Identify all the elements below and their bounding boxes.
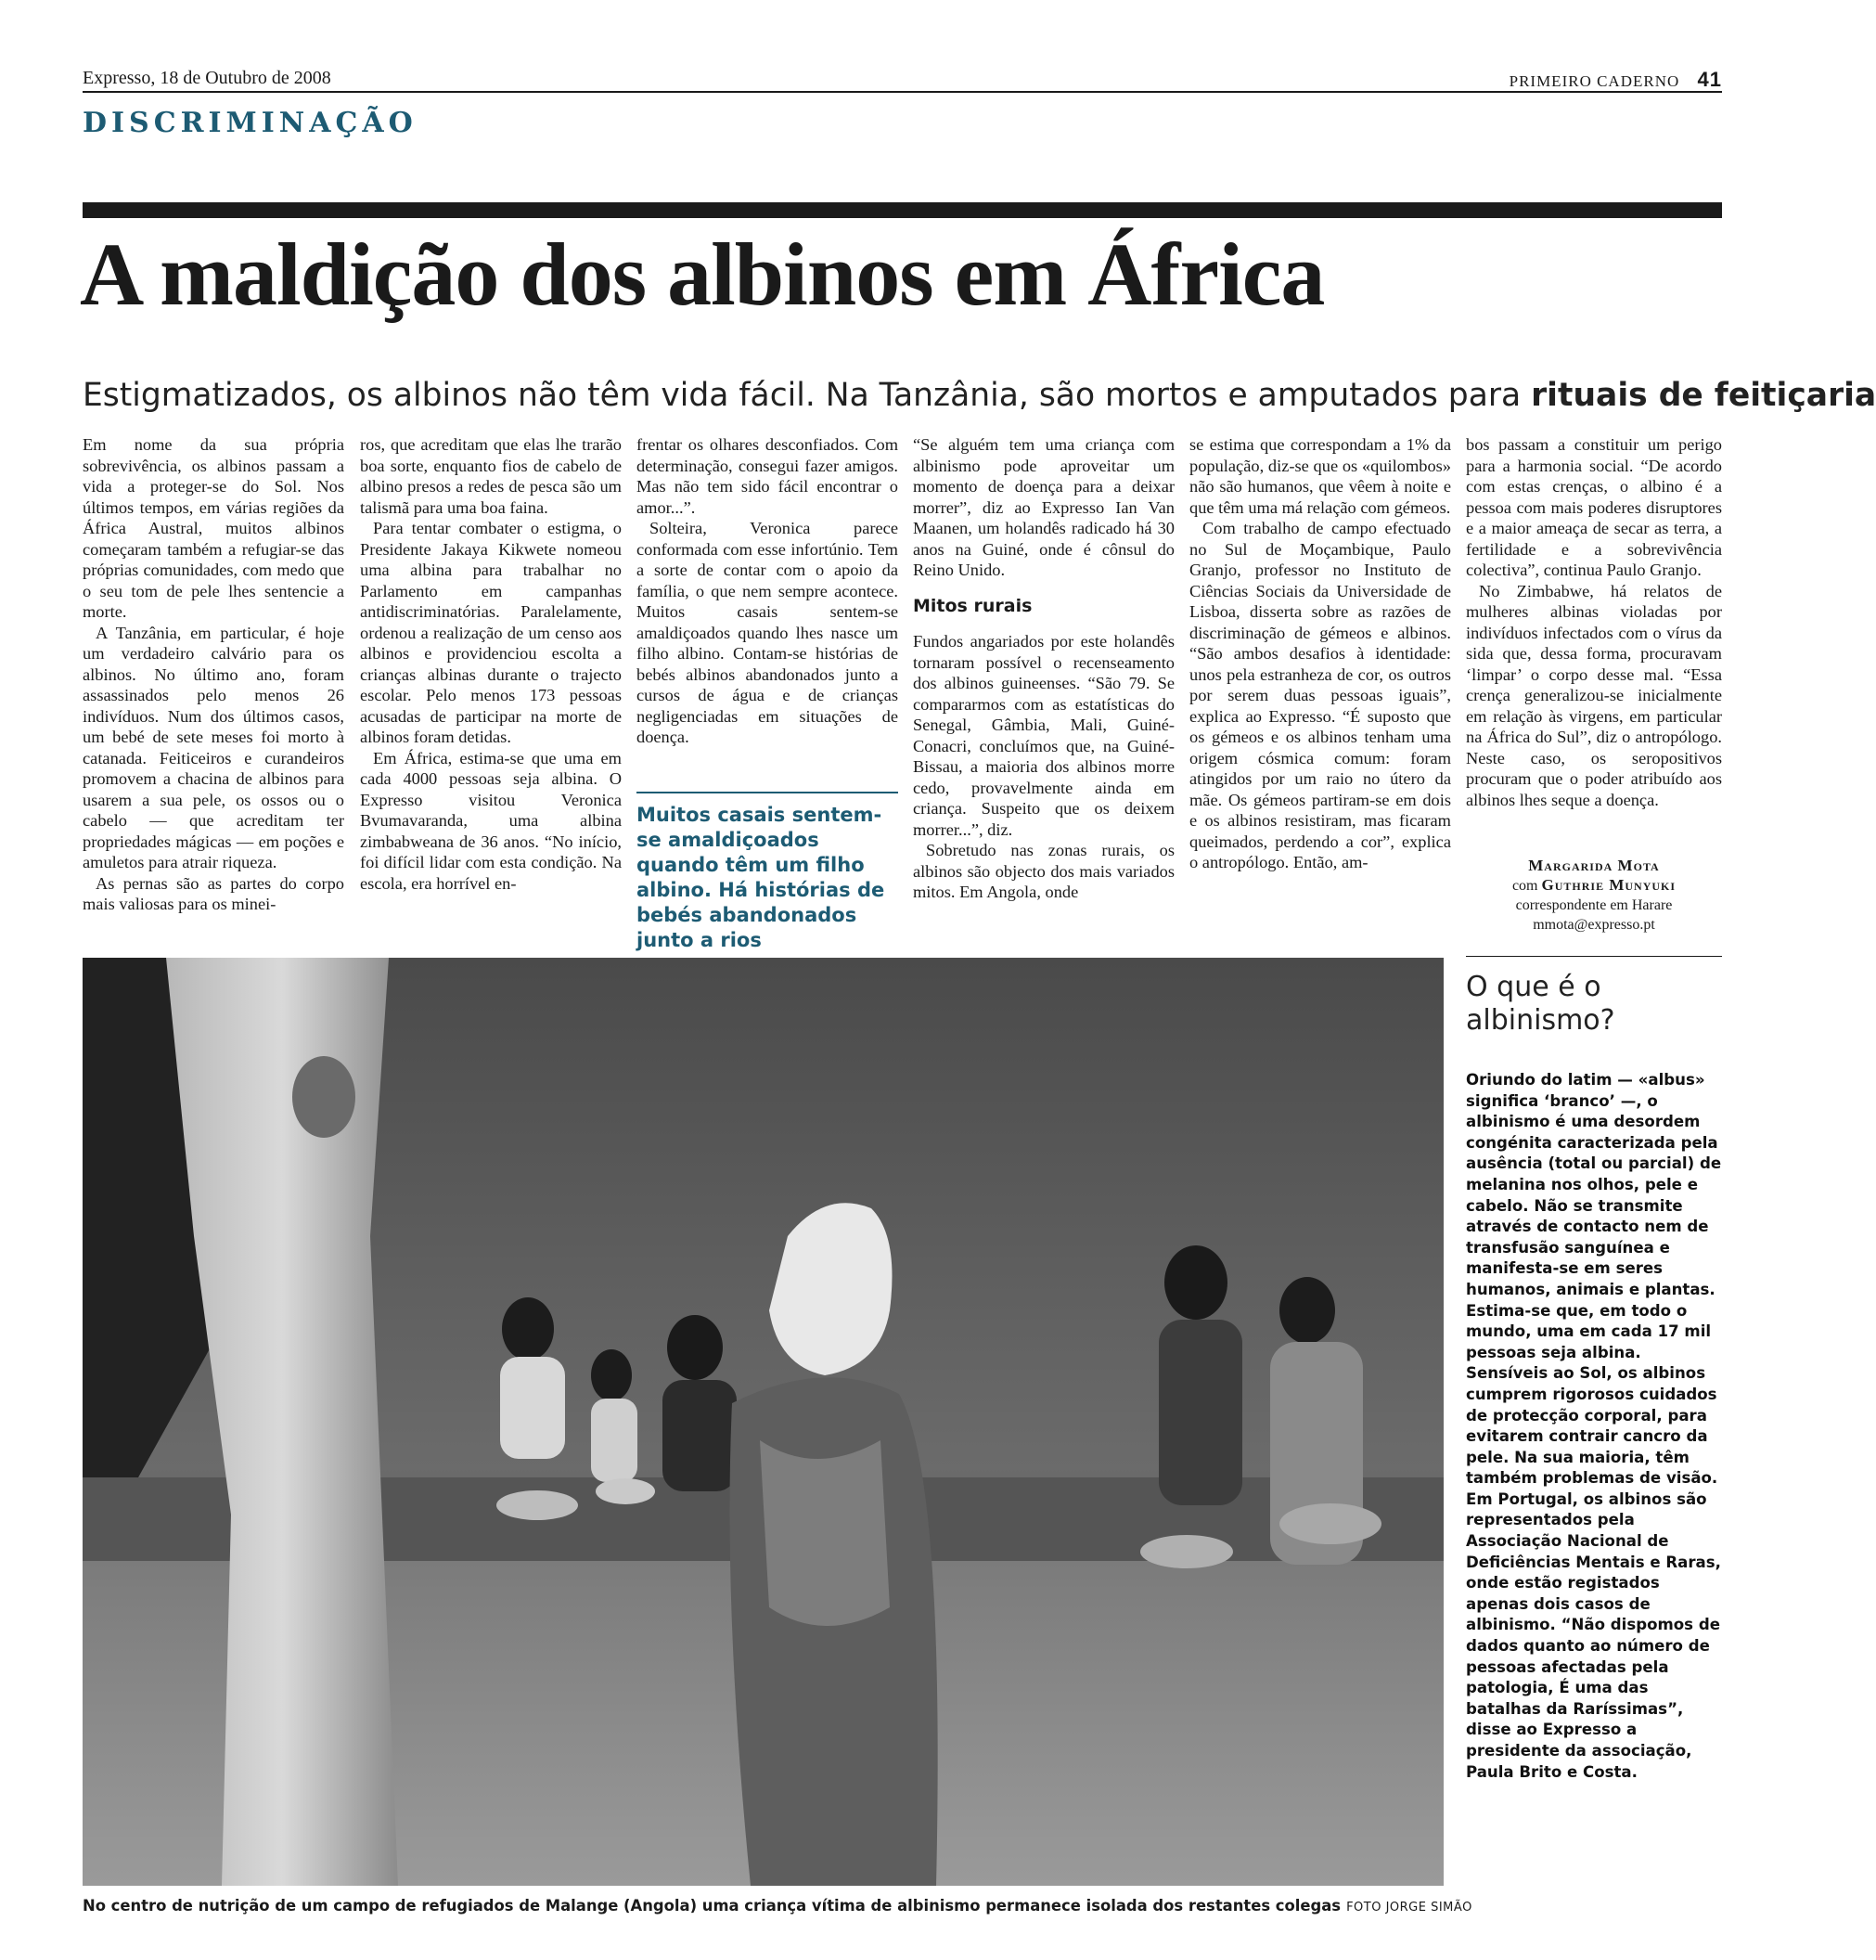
sidebar-title: O que é o albinismo? bbox=[1466, 971, 1615, 1037]
paragraph: frentar os olhares desconfiados. Com determinação, consegui fazer amigos. Mas não tem sido fácil encontrar o amor...”. bbox=[636, 435, 898, 517]
paragraph: ros, que acreditam que elas lhe trarão boa sorte, enquanto fios de cabelo de albino presos a redes de pesca são um talismã para uma boa faina. bbox=[360, 435, 622, 517]
caption-text: No centro de nutrição de um campo de refugiados de Malange (Angola) uma criança vítima de albinismo permanece isolada dos restantes colegas bbox=[83, 1897, 1342, 1915]
publication-date: Expresso, 18 de Outubro de 2008 bbox=[83, 68, 331, 88]
paragraph: bos passam a constituir um perigo para a harmonia social. “De acordo com estas crenças, o albino é a pessoa com mais poderes disruptores e a maior ameaça de secar as terra, a fertilidade e a sobrevivência colectiva”, continua Paulo Granjo. bbox=[1466, 435, 1722, 579]
byline bbox=[1466, 856, 1722, 935]
sidebar-rule bbox=[1466, 956, 1722, 957]
article-column-5 bbox=[1189, 434, 1451, 873]
paragraph: Para tentar combater o estigma, o Presidente Jakaya Kikwete nomeou uma albina para trabalhar no Parlamento em campanhas antidiscriminatórias. Paralelamente, ordenou a realização de um censo aos albinos e providenciou escolta a crianças albinas durante o trajecto escolar. Pelo menos 173 pessoas acusadas de participar na morte de albinos foram detidas. bbox=[360, 519, 622, 746]
photo-caption bbox=[83, 1897, 1472, 1915]
paragraph: “Se alguém tem uma criança com albinismo pode aproveitar um momento de doença para a deixar morrer”, diz ao Expresso Ian Van Maanen, um holandês radicado há 30 anos na Guiné, onde é cônsul do Reino Unido. bbox=[913, 435, 1175, 579]
photo-illustration bbox=[83, 958, 1444, 1886]
page-number: 41 bbox=[1697, 68, 1722, 91]
section-label: PRIMEIRO CADERNO bbox=[1509, 72, 1680, 90]
article-column-6 bbox=[1466, 434, 1722, 810]
paragraph: Fundos angariados por este holandês tornaram possível o recenseamento dos albinos guineenses. “São 79. Se compararmos com as estatísticas do Senegal, Gâmbia, Mali, Guiné-Conacri, concluímos que, na Guiné-Bissau, a maioria dos albinos morre cedo, provavelmente ainda em criança. Suspeito que os deixem morrer...”, diz. bbox=[913, 632, 1175, 839]
paragraph: As pernas são as partes do corpo mais valiosas para os minei- bbox=[83, 873, 344, 913]
article-column-3 bbox=[636, 434, 898, 748]
headline: A maldição dos albinos em África bbox=[80, 225, 1325, 324]
article-column-2 bbox=[360, 434, 622, 894]
paragraph: Em nome da sua própria sobrevivência, os albinos passam a vida a proteger-se do Sol. Nos últimos tempos, em várias regiões da África Austral, muitos albinos começaram também a refugiar-se das próprias comunidades, com medo que o seu tom de pele lhes sentencie a morte. bbox=[83, 435, 344, 621]
paragraph: Em África, estima-se que uma em cada 4000 pessoas seja albina. O Expresso visitou Veronica Bvumavaranda, uma albina zimbabweana de 36 anos. “No início, foi difícil lidar com esta condição. Na escola, era horrível en- bbox=[360, 748, 622, 893]
paragraph: No Zimbabwe, há relatos de mulheres albinas violadas por indivíduos infectados com o vírus da sida que, dessa forma, procuravam ‘limpar’ o corpo desse mal. “Essa crença generalizou-se inicialmente em relação às virgens, em particular na África do Sul”, diz o antropólogo. Neste caso, os seropositivos procuram que o poder atribuído aos albinos lhes seque a doença. bbox=[1466, 581, 1722, 809]
coauthor-line bbox=[1466, 875, 1722, 896]
subhead-lead: Estigmatizados, os albinos não têm vida fácil. Na Tanzânia, são mortos e amputados para bbox=[83, 377, 1532, 414]
subheading: Mitos rurais bbox=[913, 595, 1033, 616]
article-photo bbox=[83, 958, 1444, 1886]
headline-rule bbox=[83, 202, 1722, 218]
header-rule bbox=[83, 91, 1722, 93]
author-name: Margarida Mota bbox=[1528, 857, 1660, 874]
page-header-right bbox=[1510, 68, 1722, 92]
with-prefix: com bbox=[1511, 878, 1538, 894]
paragraph: Solteira, Veronica parece conformada com esse infortúnio. Tem a sorte de contar com o apoio da família, o que nem sempre acontece. Muitos casais sentem-se amaldiçoados quando lhes nasce um filho albino. Contam-se histórias de bebés albinos abandonados junto a cursos de água e de crianças negligenciadas em situações de doença. bbox=[636, 519, 898, 746]
paragraph: Sobretudo nas zonas rurais, os albinos são objecto dos mais variados mitos. Em Angola, onde bbox=[913, 841, 1175, 901]
sidebar-text: Oriundo do latim — «albus» significa ‘branco’ —, o albinismo é uma desordem congénita caracterizada pela ausência (total ou parcial) de melanina nos olhos, pele e cabelo. Não se transmite através de contacto nem de transfusão sanguínea e manifesta-se em seres humanos, animais e plantas. Estima-se que, em todo o mundo, uma em cada 17 mil pessoas seja albina. Sensíveis ao Sol, os albinos cumprem rigorosos cuidados de protecção corporal, para evitarem contrair cancro da pele. Na sua maioria, têm também problemas de visão. Em Portugal, os albinos são representados pela Associação Nacional de Deficiências Mentais e Raras, onde estão registados apenas dois casos de albinismo. “Não dispomos de dados quanto ao número de pessoas afectadas pela patologia, É uma das batalhas da Raríssimas”, disse ao Expresso a presidente da associação, Paula Brito e Costa. bbox=[1466, 1071, 1722, 1781]
author-email[interactable]: mmota@expresso.pt bbox=[1533, 917, 1655, 933]
article-column-4 bbox=[913, 434, 1175, 903]
paragraph: se estima que correspondam a 1% da população, diz-se que os «quilombos» não são humanos, que vêem à noite e que têm uma má relação com gémeos. bbox=[1189, 435, 1451, 517]
paragraph: Com trabalho de campo efectuado no Sul de Moçambique, Paulo Granjo, professor no Instituto de Ciências Sociais da Universidade de Lisboa, disserta sobre as razões de discriminação de gémeos e albinos. “São ambos desafios à identidade: unos pela estranheza de cor, os outros por serem duas pessoas iguais”, explica ao Expresso. “É suposto que os gémeos e os albinos tenham uma origem cósmica comum: foram atingidos por um raio no útero da mãe. Os gémeos partiram-se em dois e os albinos resistiram, mas ficaram queimados, perdendo a cor”, explica o antropólogo. Então, am- bbox=[1189, 519, 1451, 871]
subhead-bold: rituais de feitiçaria bbox=[1531, 377, 1876, 414]
subheadline bbox=[83, 377, 1876, 414]
paragraph: A Tanzânia, em particular, é hoje um verdadeiro calvário para os albinos. No último ano, foram assassinados pelo menos 26 indivíduos. Num dos últimos casos, um bebé de sete meses foi morto à catanada. Feiticeiros e curandeiros promovem a chacina de albinos para usarem a sua pele, os ossos ou o cabelo — que acreditam ter propriedades mágicas — em poções e amuletos para atrair riqueza. bbox=[83, 623, 344, 871]
section-title: DISCRIMINAÇÃO bbox=[83, 107, 418, 139]
coauthor-role: correspondente em Harare bbox=[1515, 897, 1673, 913]
coauthor-name: Guthrie Munyuki bbox=[1541, 876, 1677, 894]
article-column-1 bbox=[83, 434, 344, 915]
pull-quote: Muitos casais sentem-se amaldiçoados quando têm um filho albino. Há histórias de bebés abandonados junto a rios bbox=[636, 792, 898, 953]
photo-credit: FOTO JORGE SIMÃO bbox=[1346, 1901, 1472, 1915]
